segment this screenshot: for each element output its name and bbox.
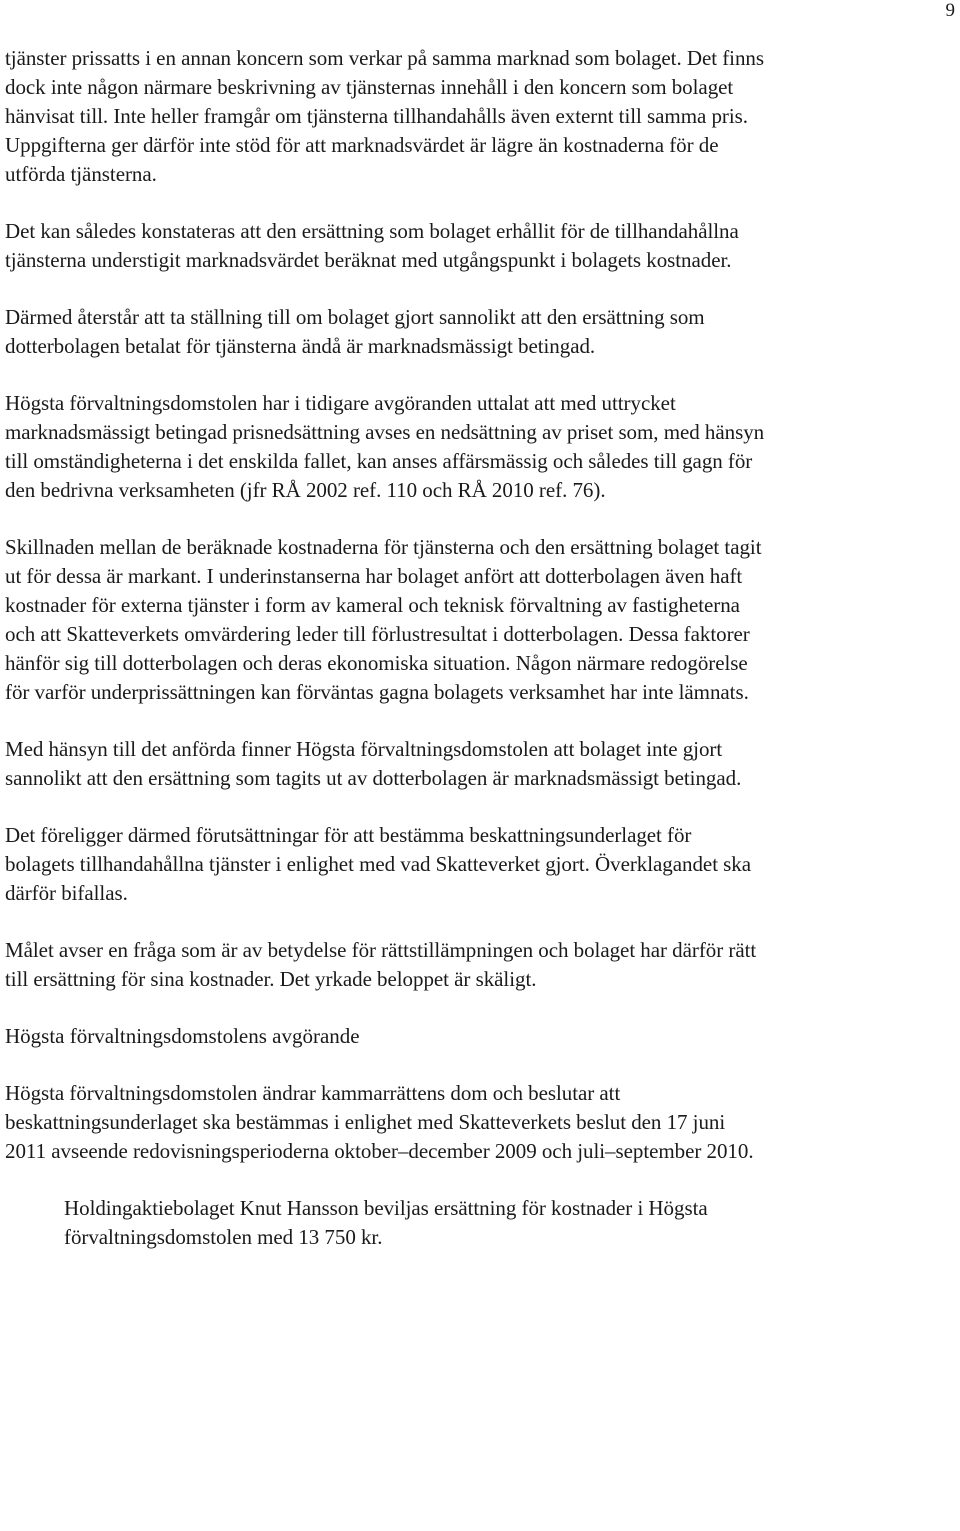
paragraph-1: tjänster prissatts i en annan koncern som verkar på samma marknad som bolaget. Det finns dock inte någon närmare beskrivning av tjänsternas innehåll i den koncern som bolaget hänvisat till. Inte heller framgår om tjänsterna tillhandahålls även externt till samma pris. Uppgifterna ger därför inte stöd för att marknadsvärdet är lägre än kostnaderna för de utförda tjänsterna. [5,46,764,186]
paragraph-7: Det föreligger därmed förutsättningar för att bestämma beskattningsunderlaget för bolagets tillhandahållna tjänster i enlighet med vad Skatteverket gjort. Överklagandet ska därför bifallas. [5,823,752,905]
paragraph-4: Högsta förvaltningsdomstolen har i tidigare avgöranden uttalat att med uttrycket marknadsmässigt betingad prisnedsättning avses en nedsättning av priset som, med hänsyn till omständigheterna i det enskilda fallet, kan anses affärsmässig och således till gagn för den bedrivna verksamheten (jfr RÅ 2002 ref. 110 och RÅ 2010 ref. 76). [5,391,765,502]
paragraph-3: Därmed återstår att ta ställning till om bolaget gjort sannolikt att den ersättning som dotterbolagen betalat för tjänsterna ändå är marknadsmässigt betingad. [5,305,705,358]
paragraph-6: Med hänsyn till det anförda finner Högsta förvaltningsdomstolen att bolaget inte gjort sannolikt att den ersättning som tagits ut av dotterbolagen är marknadsmässigt betingad. [5,737,742,790]
compensation-paragraph: Holdingaktiebolaget Knut Hansson beviljas ersättning för kostnader i Högsta förvaltningsdomstolen med 13 750 kr. [64,1196,708,1249]
paragraph-8: Målet avser en fråga som är av betydelse för rättstillämpningen och bolaget har därför rätt till ersättning för sina kostnader. Det yrkade beloppet är skäligt. [5,938,757,991]
section-heading: Högsta förvaltningsdomstolens avgörande [5,1024,360,1048]
document-body [5,44,765,1252]
paragraph-5: Skillnaden mellan de beräknade kostnaderna för tjänsterna och den ersättning bolaget tagit ut för dessa är markant. I underinstanserna har bolaget anfört att dotterbolagen även haft kostnader för externa tjänster i form av kameral och teknisk förvaltning av fastigheterna och att Skatteverkets omvärdering leder till förlustresultat i dotterbolagen. Dessa faktorer hänför sig till dotterbolagen och deras ekonomiska situation. Någon närmare redogörelse för varför underprissättningen kan förväntas gagna bolagets verksamhet har inte lämnats. [5,535,762,704]
decision-paragraph: Högsta förvaltningsdomstolen ändrar kammarrättens dom och beslutar att beskattningsunderlaget ska bestämmas i enlighet med Skatteverkets beslut den 17 juni 2011 avseende redovisningsperioderna oktober–december 2009 och juli–september 2010. [5,1081,754,1163]
page-number: 9 [945,0,955,21]
paragraph-2: Det kan således konstateras att den ersättning som bolaget erhållit för de tillhandahållna tjänsterna understigit marknadsvärdet beräknat med utgångspunkt i bolagets kostnader. [5,219,739,272]
